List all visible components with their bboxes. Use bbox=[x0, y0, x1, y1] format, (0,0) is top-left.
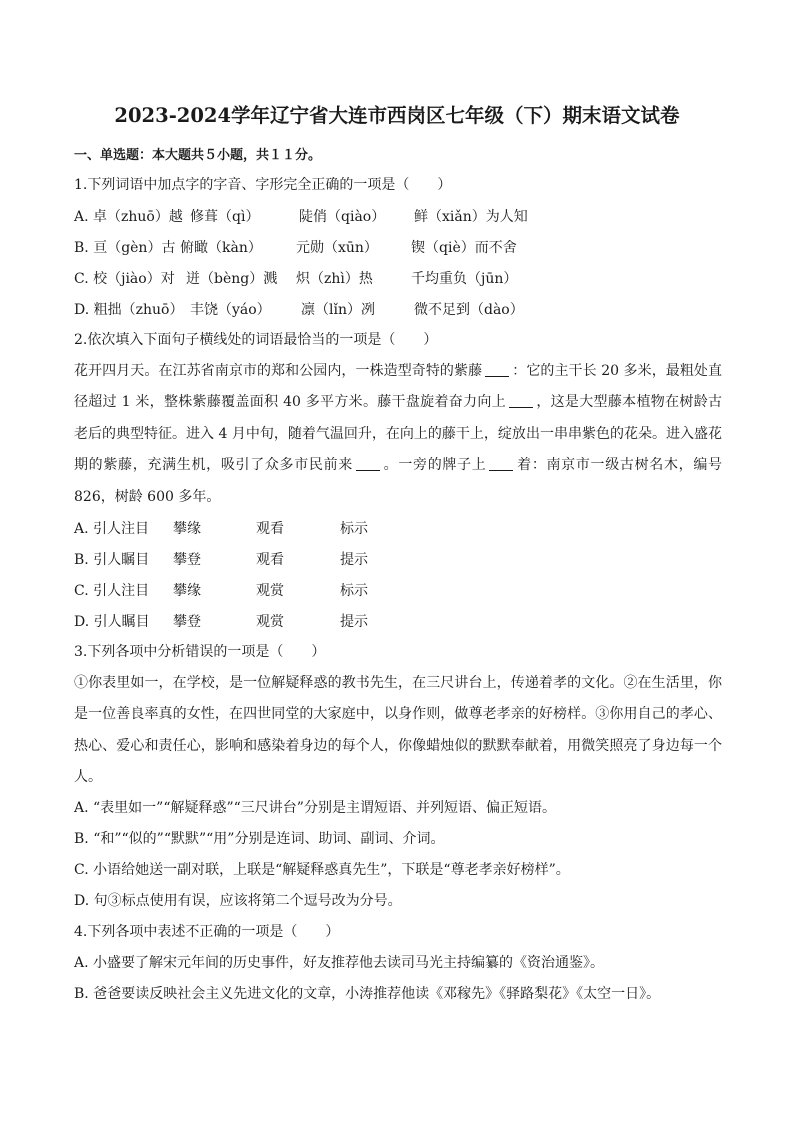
q2-option-d-1: D. 引人瞩目 bbox=[74, 614, 150, 630]
fill-blank bbox=[489, 456, 513, 471]
q1-option-b-2: 俯瞰（kàn） bbox=[180, 240, 262, 256]
q2-option-c-2: 攀缘 bbox=[173, 583, 201, 599]
fill-blank bbox=[509, 393, 533, 408]
q2-option-c-1: C. 引人注目 bbox=[74, 583, 150, 599]
page-title: 2023-2024学年辽宁省大连市西岗区七年级（下）期末语文试卷 bbox=[114, 104, 680, 127]
q1-option-d-4: 微不足到（dào） bbox=[414, 302, 524, 318]
q1-option-b-1: B. 亘（gèn）古 bbox=[74, 240, 176, 256]
q1-option-c-2: 迸（bèng）溅 bbox=[186, 271, 278, 287]
q1-option-c-1: C. 校（jiào）对 bbox=[74, 271, 175, 287]
q2-option-c-3: 观赏 bbox=[256, 583, 284, 599]
q3-option-c: C. 小语给她送一副对联，上联是“解疑释惑真先生”，下联是“尊老孝亲好榜样”。 bbox=[74, 862, 570, 878]
q2-passage-part-2: ：它的主干长 20 多米，最粗处直径超过 1 米，整株紫藤覆盖面积 40 多平方米。藤干盘旋着奋力向上 bbox=[74, 363, 723, 411]
q1-option-a-2: 修葺（qì） bbox=[190, 209, 260, 225]
question-4-stem: 4.下列各项中表述不正确的一项是（ ） bbox=[74, 924, 340, 940]
fill-blank bbox=[485, 362, 509, 377]
question-2-stem: 2.依次填入下面句子横线处的词语最恰当的一项是（ ） bbox=[74, 332, 438, 348]
q2-option-b-4: 提示 bbox=[340, 552, 368, 568]
q1-option-b-4: 锲（qiè）而不舍 bbox=[411, 240, 517, 256]
q2-passage-part-1: 花开四月天。在江苏省南京市的郑和公园内，一株造型奇特的紫藤 bbox=[74, 363, 483, 379]
fill-blank bbox=[356, 456, 380, 471]
q1-option-a-4: 鲜（xiǎn）为人知 bbox=[414, 209, 528, 225]
q2-option-b-1: B. 引人瞩目 bbox=[74, 552, 150, 568]
question-3-stem: 3.下列各项中分析错误的一项是（ ） bbox=[74, 644, 326, 660]
q2-option-d-2: 攀登 bbox=[173, 614, 201, 630]
q2-option-a-3: 观看 bbox=[256, 521, 284, 537]
q2-option-c-4: 标示 bbox=[340, 583, 368, 599]
q1-option-d-1: D. 粗拙（zhuō） bbox=[74, 302, 184, 318]
q2-option-b-2: 攀登 bbox=[173, 552, 201, 568]
q2-option-d-4: 提示 bbox=[340, 614, 368, 630]
q4-option-b: B. 爸爸要读反映社会主义先进文化的文章，小涛推荐他读《邓稼先》《驿路梨花》《太空一日》。 bbox=[74, 986, 661, 1002]
q3-option-d: D. 句③标点使用有误，应该将第二个逗号改为分号。 bbox=[74, 893, 402, 909]
q2-option-a-2: 攀缘 bbox=[173, 521, 201, 537]
q2-passage-part-5: 着：南京市一级古树名木，编号 826，树龄 600 多年。 bbox=[74, 457, 723, 505]
question-2-passage bbox=[74, 356, 722, 513]
q1-option-c-3: 炽（zhì）热 bbox=[296, 271, 373, 287]
q2-passage-part-4: 。一旁的牌子上 bbox=[382, 457, 487, 474]
q2-option-d-3: 观赏 bbox=[256, 614, 284, 630]
q3-option-a: A. “表里如一”“解疑释惑”“三尺讲台”分别是主谓短语、并列短语、偏正短语。 bbox=[74, 800, 556, 816]
section-heading: 一、单选题：本大题共５小题，共１１分。 bbox=[74, 148, 322, 163]
q1-option-a-3: 陡俏（qiào） bbox=[299, 209, 386, 225]
question-1-stem: 1.下列词语中加点字的字音、字形完全正确的一项是（ ） bbox=[74, 177, 452, 193]
q1-option-a-1: A. 卓（zhuō）越 bbox=[74, 209, 183, 225]
q1-option-c-4: 千均重负（jūn） bbox=[411, 271, 518, 287]
q2-passage-part-3: ，这是大型藤本植物在树龄古老后的典型特征。进入 4 月中旬，随着气温回升，在向上的藤干上，绽放出一串串紫色的花朵。进入盛花期的紫藤，充满生机，吸引了众多市民前来 bbox=[74, 394, 722, 474]
q2-option-a-4: 标示 bbox=[340, 521, 368, 537]
q1-option-d-3: 凛（lǐn）冽 bbox=[301, 302, 375, 318]
q2-option-a-1: A. 引人注目 bbox=[74, 521, 150, 537]
q2-option-b-3: 观看 bbox=[256, 552, 284, 568]
question-3-passage: ①你表里如一，在学校，是一位解疑释惑的教书先生，在三尺讲台上，传递着孝的文化。②在生活里，你是一位善良率真的女性，在四世同堂的大家庭中，以身作则，做尊老孝亲的好榜样。③你用自己的孝心、热心、爱心和责任心，影响和感染着身边的每个人，你像蜡烛似的默默奉献着，用微笑照亮了身边每一个人。 bbox=[74, 675, 722, 786]
q1-option-d-2: 丰饶（yáo） bbox=[190, 302, 271, 318]
q4-option-a: A. 小盛要了解宋元年间的历史事件，好友推荐他去读司马光主持编纂的《资治通鉴》。 bbox=[74, 955, 605, 971]
q1-option-b-3: 元勋（xūn） bbox=[296, 240, 378, 256]
q3-option-b: B. “和”“似的”“默默”“用”分别是连词、助词、副词、介词。 bbox=[74, 831, 445, 847]
